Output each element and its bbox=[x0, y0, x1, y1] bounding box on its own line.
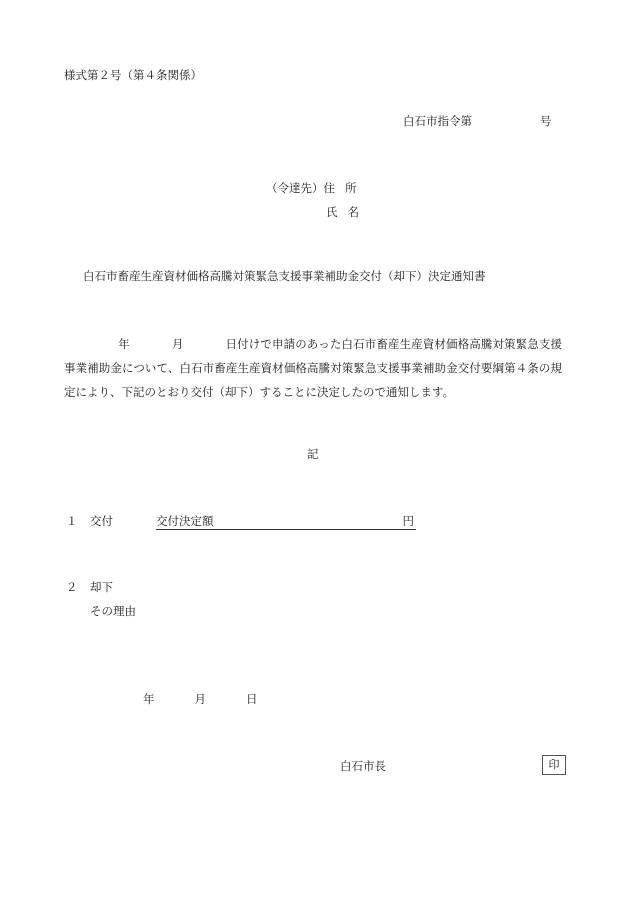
body-month: 月 bbox=[171, 337, 184, 351]
item1-label: 交付 bbox=[90, 514, 113, 528]
item2-label: 却下 bbox=[90, 580, 113, 594]
body-year: 年 bbox=[118, 337, 130, 351]
grant-amount-field bbox=[156, 513, 416, 530]
body-text: 日付けで申請のあった白石市畜産生産資材価格高騰対策緊急支援事業補助金について、白石市畜産生産資材価格高騰対策緊急支援事業補助金交付要綱第４条の規定により、下記のとおり交付（却下）することに決定したので通知します。 bbox=[64, 337, 562, 399]
ref-suffix: 号 bbox=[540, 114, 552, 128]
address-label: （令達先）住 bbox=[266, 181, 335, 195]
name-label: 氏 bbox=[326, 205, 338, 219]
address-label-2: 所 bbox=[345, 181, 357, 195]
issue-day: 日 bbox=[246, 692, 258, 706]
reference-number bbox=[403, 113, 552, 129]
reason-label: その理由 bbox=[90, 604, 136, 618]
form-number: 様式第２号（第４条関係） bbox=[64, 68, 202, 82]
mayor-title: 白石市長 bbox=[340, 759, 386, 773]
recipient-address-label bbox=[266, 180, 357, 196]
issue-month: 月 bbox=[194, 692, 206, 706]
ref-prefix: 白石市指令第 bbox=[403, 114, 472, 128]
seal-box: 印 bbox=[542, 755, 566, 775]
document-title: 白石市畜産生産資材価格高騰対策緊急支援事業補助金交付（却下）決定通知書 bbox=[83, 269, 486, 283]
name-label-2: 名 bbox=[347, 205, 359, 219]
issue-date bbox=[143, 691, 258, 707]
item1-number: １ bbox=[66, 514, 78, 528]
issue-year: 年 bbox=[143, 692, 155, 706]
grant-amount-unit: 円 bbox=[402, 514, 414, 528]
body-paragraph bbox=[64, 332, 562, 404]
recipient-name-label bbox=[326, 204, 359, 220]
grant-amount-label: 交付決定額 bbox=[156, 514, 214, 528]
ki-heading: 記 bbox=[307, 447, 319, 461]
item2-number: ２ bbox=[66, 580, 78, 594]
